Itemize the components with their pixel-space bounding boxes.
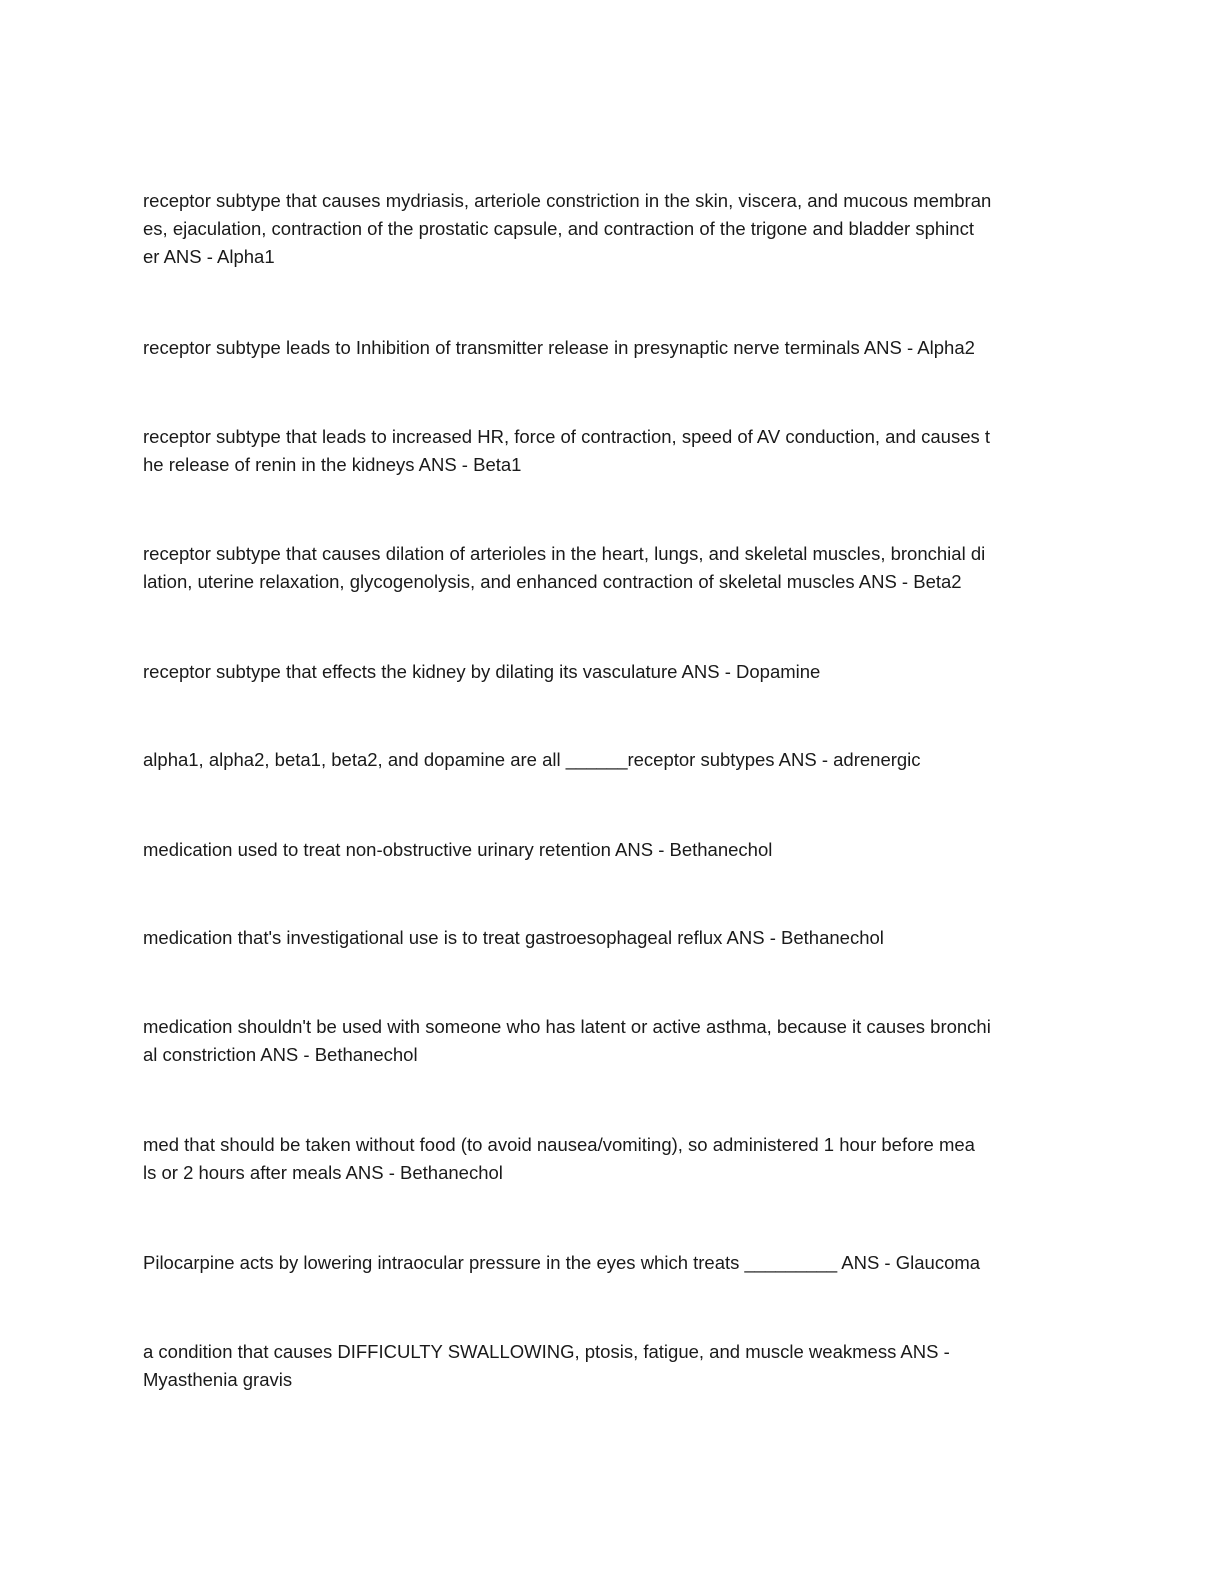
entry-line: receptor subtype that causes mydriasis, arteriole constriction in the skin, viscera, and mucous membran — [143, 190, 992, 211]
flashcard-entry — [143, 423, 1073, 479]
entry-line: med that should be taken without food (to avoid nausea/vomiting), so administered 1 hour before mea — [143, 1134, 975, 1155]
flashcard-entry — [143, 1131, 1073, 1187]
entry-line: es, ejaculation, contraction of the prostatic capsule, and contraction of the trigone and bladder sphinct — [143, 218, 974, 239]
entry-line: medication that's investigational use is to treat gastroesophageal reflux ANS - Bethanechol — [143, 927, 884, 948]
entry-line: a condition that causes DIFFICULTY SWALLOWING, ptosis, fatigue, and muscle weakmess ANS - — [143, 1341, 950, 1362]
entry-line: al constriction ANS - Bethanechol — [143, 1044, 418, 1065]
flashcard-entry — [143, 1249, 1073, 1277]
entry-line: er ANS - Alpha1 — [143, 246, 275, 267]
entry-line: receptor subtype that effects the kidney by dilating its vasculature ANS - Dopamine — [143, 661, 821, 682]
flashcard-entry — [143, 658, 1073, 686]
flashcard-entry — [143, 836, 1073, 864]
flashcard-entry — [143, 540, 1073, 596]
flashcard-entry — [143, 924, 1073, 952]
entry-line: lation, uterine relaxation, glycogenolysis, and enhanced contraction of skeletal muscles ANS - Beta2 — [143, 571, 962, 592]
entry-line: Myasthenia gravis — [143, 1369, 293, 1390]
flashcard-entry — [143, 746, 1073, 774]
entry-line: receptor subtype leads to Inhibition of transmitter release in presynaptic nerve terminals ANS - Alpha2 — [143, 337, 975, 358]
entry-line: ls or 2 hours after meals ANS - Bethanechol — [143, 1162, 503, 1183]
entry-line: medication shouldn't be used with someone who has latent or active asthma, because it causes bronchi — [143, 1016, 991, 1037]
flashcard-entry — [143, 187, 1073, 271]
flashcard-entry — [143, 1338, 1073, 1394]
entry-line: medication used to treat non-obstructive urinary retention ANS - Bethanechol — [143, 839, 773, 860]
entry-line: alpha1, alpha2, beta1, beta2, and dopamine are all ______receptor subtypes ANS - adrenergic — [143, 749, 921, 770]
entry-line: Pilocarpine acts by lowering intraocular pressure in the eyes which treats _________ ANS - Glaucoma — [143, 1252, 981, 1273]
entry-line: receptor subtype that causes dilation of arterioles in the heart, lungs, and skeletal muscles, bronchial di — [143, 543, 986, 564]
entry-line: he release of renin in the kidneys ANS - Beta1 — [143, 454, 522, 475]
flashcard-entry — [143, 334, 1073, 362]
entry-line: receptor subtype that leads to increased HR, force of contraction, speed of AV conduction, and causes t — [143, 426, 991, 447]
flashcard-entry — [143, 1013, 1073, 1069]
